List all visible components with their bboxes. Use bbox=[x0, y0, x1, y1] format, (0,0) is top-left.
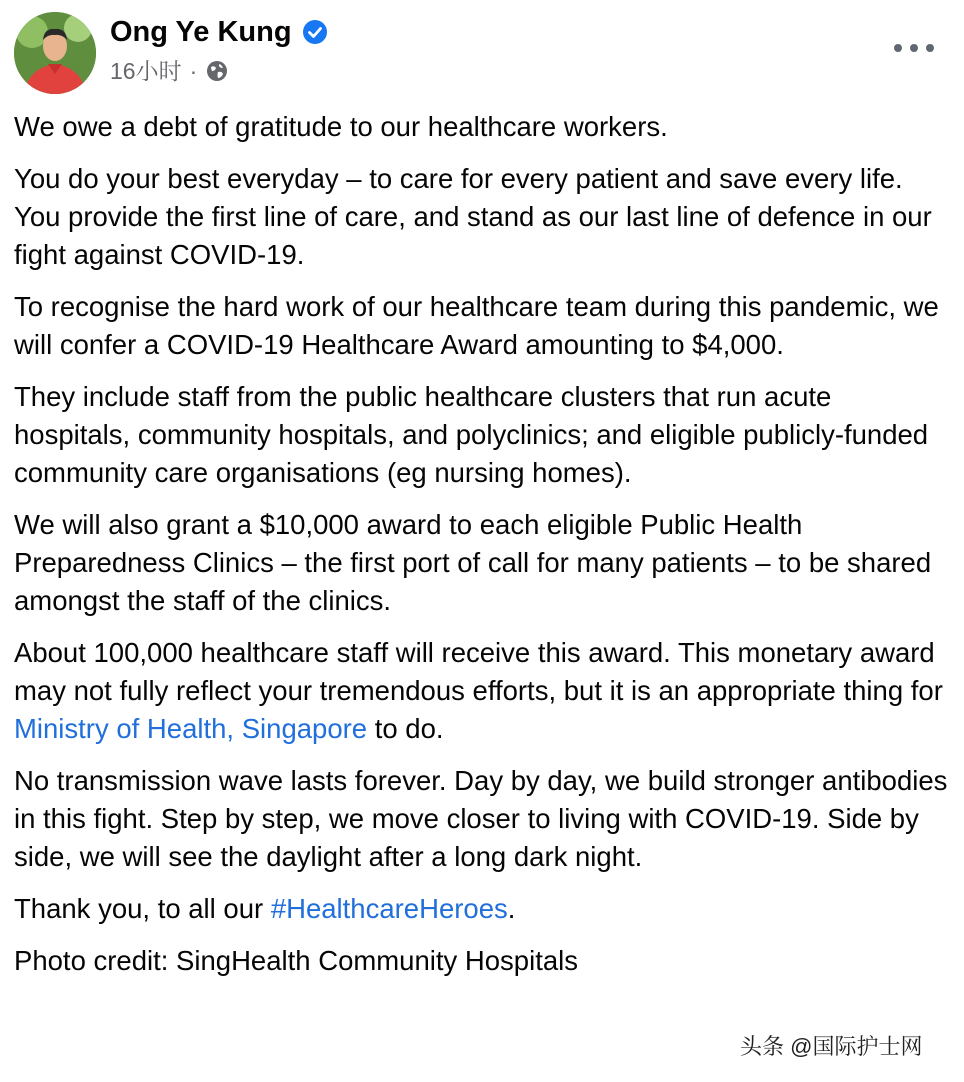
post-paragraph-8 bbox=[14, 890, 954, 928]
avatar-image bbox=[14, 12, 96, 94]
paragraph-8-text-before: Thank you, to all our bbox=[14, 893, 271, 924]
post-header bbox=[0, 0, 964, 110]
author-name-row bbox=[110, 14, 328, 50]
more-options-button[interactable] bbox=[894, 36, 934, 60]
post-paragraph-7: No transmission wave lasts forever. Day by day, we build stronger antibodies in this fight. Step by step, we move closer to living with COVID-19. Side by side, we will see the daylight after a long dark night. bbox=[14, 765, 948, 872]
meta-separator: · bbox=[189, 58, 198, 84]
post-paragraph-1: We owe a debt of gratitude to our healthcare workers. bbox=[14, 111, 668, 142]
post-paragraph-4: They include staff from the public healthcare clusters that run acute hospitals, community hospitals, and polyclinics; and eligible publicly-funded community care organisations (eg nursing homes). bbox=[14, 381, 929, 488]
post-paragraph-6 bbox=[14, 634, 954, 748]
author-name[interactable]: Ong Ye Kung bbox=[110, 16, 292, 48]
healthcare-heroes-hashtag[interactable]: #HealthcareHeroes bbox=[270, 893, 508, 924]
paragraph-8-text-after: . bbox=[507, 893, 516, 924]
more-dot bbox=[910, 44, 918, 52]
post-meta bbox=[110, 56, 229, 86]
post-paragraph-2: You do your best everyday – to care for every patient and save every life. You provide the first line of care, and stand as our last line of defence in our fight against COVID-19. bbox=[14, 163, 932, 270]
more-dot bbox=[926, 44, 934, 52]
post-timestamp[interactable]: 16小时 bbox=[110, 58, 182, 84]
author-avatar[interactable] bbox=[14, 12, 96, 94]
post-paragraph-3: To recognise the hard work of our healthcare team during this pandemic, we will confer a COVID-19 Healthcare Award amounting to $4,000. bbox=[14, 291, 939, 360]
verified-badge-icon bbox=[302, 19, 328, 45]
ministry-of-health-link[interactable]: Ministry of Health, Singapore bbox=[14, 713, 368, 744]
post-body bbox=[14, 108, 954, 994]
paragraph-6-text-after: to do. bbox=[367, 713, 444, 744]
photo-credit: Photo credit: SingHealth Community Hospitals bbox=[14, 945, 579, 976]
watermark: 头条 @国际护士网 bbox=[740, 1034, 923, 1059]
globe-icon[interactable] bbox=[205, 59, 229, 83]
more-dot bbox=[894, 44, 902, 52]
paragraph-6-text-before: About 100,000 healthcare staff will receive this award. This monetary award may not fully reflect your tremendous efforts, but it is an appropriate thing for bbox=[14, 637, 943, 706]
post-paragraph-5: We will also grant a $10,000 award to each eligible Public Health Preparedness Clinics – the first port of call for many patients – to be shared amongst the staff of the clinics. bbox=[14, 509, 932, 616]
